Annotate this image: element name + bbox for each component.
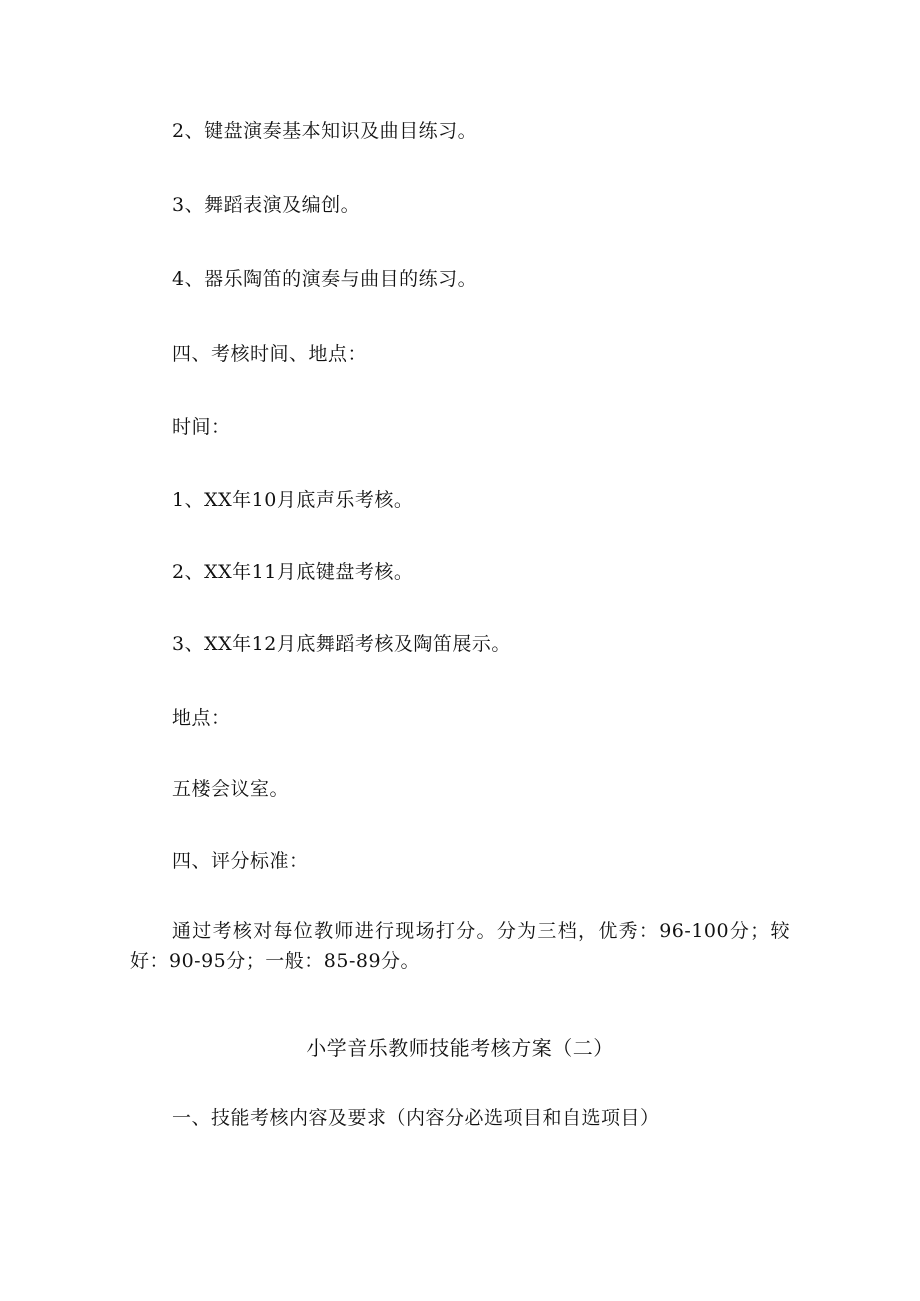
item-dance-choreography: 3、舞蹈表演及编创。: [172, 194, 361, 216]
section-title: 小学音乐教师技能考核方案（二）: [306, 1036, 614, 1060]
location-value: 五楼会议室。: [172, 778, 290, 800]
item-ocarina-practice: 4、器乐陶笛的演奏与曲目的练习。: [172, 268, 478, 290]
item-keyboard-practice: 2、键盘演奏基本知识及曲目练习。: [172, 120, 478, 142]
schedule-keyboard: 2、XX年11月底键盘考核。: [172, 561, 414, 583]
label-location: 地点：: [172, 707, 231, 729]
heading-time-location: 四、考核时间、地点：: [172, 343, 368, 365]
schedule-dance-ocarina: 3、XX年12月底舞蹈考核及陶笛展示。: [172, 633, 511, 655]
label-time: 时间：: [172, 416, 231, 438]
schedule-vocal: 1、XX年10月底声乐考核。: [172, 489, 414, 511]
scoring-paragraph: 通过考核对每位教师进行现场打分。分为三档，优秀：96-100分；较好：90-95分；一般：85-89分。: [130, 920, 790, 972]
heading-scoring-standard: 四、评分标准：: [172, 850, 309, 872]
heading-skill-content: 一、技能考核内容及要求（内容分必选项目和自选项目）: [172, 1107, 660, 1129]
